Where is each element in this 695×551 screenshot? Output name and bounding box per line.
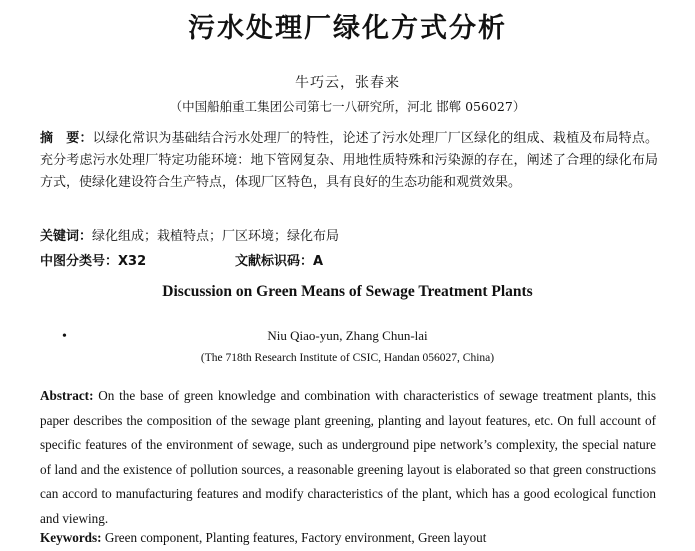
english-abstract-label: Abstract: [40, 388, 94, 403]
classification-row [40, 250, 658, 269]
doc-label: 文献标识码： [235, 254, 314, 269]
chinese-abstract [40, 128, 658, 194]
english-keywords-text: Green component, Planting features, Factory environment, Green layout [101, 530, 487, 545]
english-title: Discussion on Green Means of Sewage Treatment Plants [162, 283, 533, 300]
english-authors: Niu Qiao-yun, Zhang Chun-lai [267, 328, 428, 343]
english-abstract-text: On the base of green knowledge and combination with characteristics of sewage treatment plants, this paper describes the composition of the sewage plant greening, planting and layout features, etc. On full account of specific features of the environment of sewage, such as underground pipe network’s complexity, the special nature of land and the existence of pollution sources, a reasonable greening layout is elaborated so that green constructions can accord to manufacturing features and modify characteristics of the plant, which has a good ecological function and viewing. [40, 388, 656, 526]
bullet-mark: • [62, 329, 67, 344]
chinese-affiliation: （中国船舶重工集团公司第七一八研究所，河北 邯郸 056027） [169, 99, 526, 114]
document-code [235, 250, 323, 269]
chinese-abstract-label: 摘 要： [40, 131, 93, 146]
english-keywords-label: Keywords: [40, 530, 102, 545]
english-keywords [40, 530, 486, 546]
doc-value: A [313, 254, 324, 269]
clc-label: 中图分类号： [40, 254, 119, 269]
chinese-keywords [40, 225, 339, 244]
chinese-abstract-text: 以绿化常识为基础结合污水处理厂的特性，论述了污水处理厂厂区绿化的组成、栽植及布局特点。充分考虑污水处理厂特定功能环境：地下管网复杂、用地性质特殊和污染源的存在，阐述了合理的绿化布局方式，使绿化建设符合生产特点，体现厂区特色，具有良好的生态功能和观赏效果。 [40, 131, 658, 190]
english-abstract [40, 384, 656, 532]
english-affiliation: (The 718th Research Institute of CSIC, Handan 056027, China) [200, 352, 495, 364]
chinese-authors: 牛巧云，张春来 [295, 75, 400, 91]
chinese-keywords-label: 关键词： [40, 229, 93, 244]
chinese-title: 污水处理厂绿化方式分析 [188, 13, 507, 44]
chinese-keywords-text: 绿化组成；栽植特点；厂区环境；绿化布局 [92, 229, 340, 244]
clc-value: X32 [118, 254, 147, 269]
